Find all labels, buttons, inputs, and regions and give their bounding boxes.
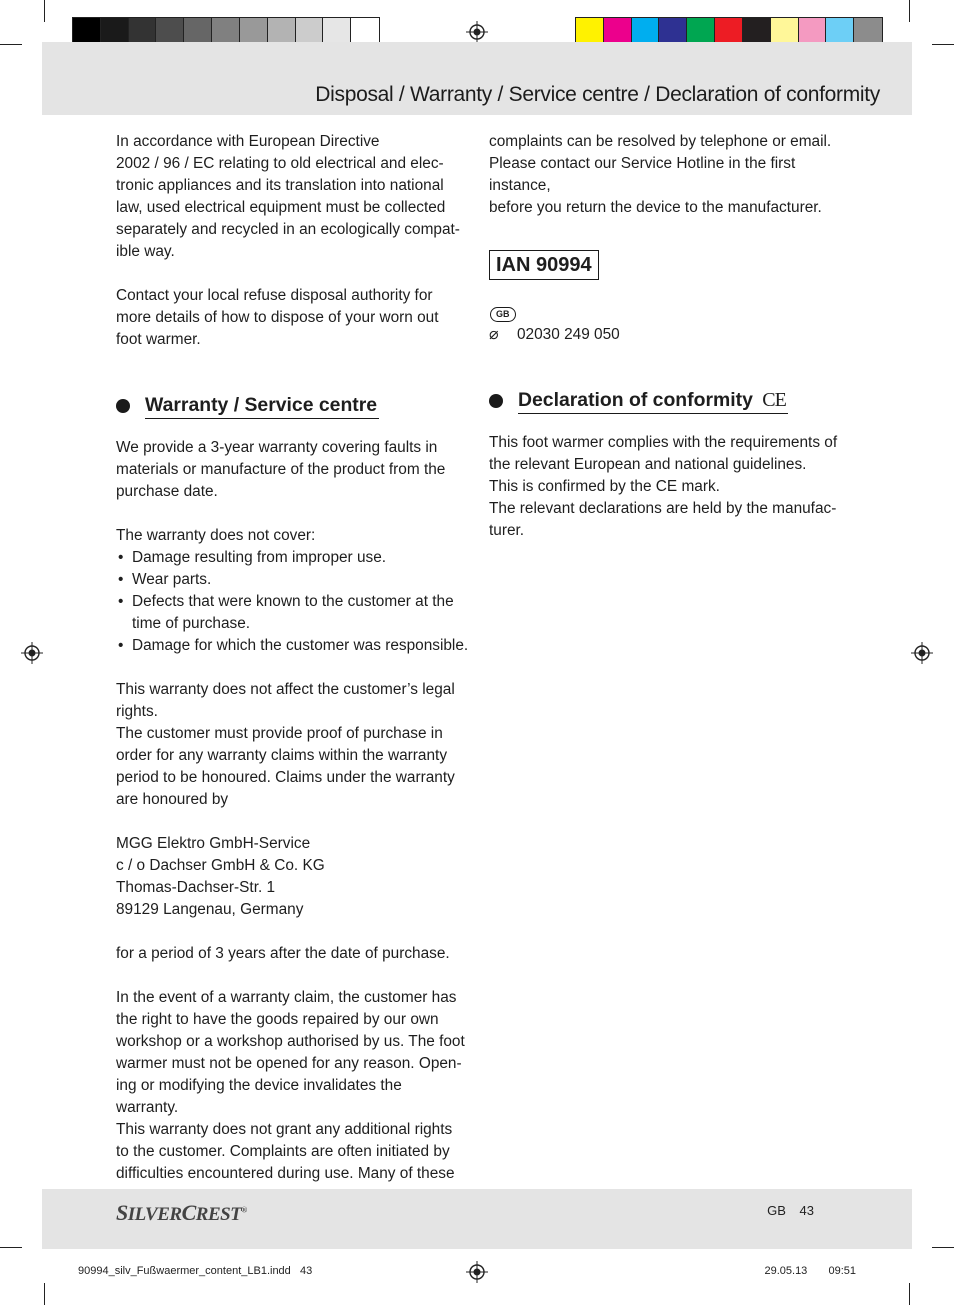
- warranty-claim-paragraph: In the event of a warranty claim, the customer has the right to have the goods repaired by our own workshop or a workshop authorised by us. The foot warmer must not be opened for any reason. Open- ing or modifying the device invalidates the warranty. This warranty does not grant any additional rights to the customer. Complaints are often initiated by difficulties encountered during use. Many of these: [116, 989, 465, 1182]
- warranty-heading: [116, 393, 468, 419]
- bullet-dot-icon: [489, 394, 503, 408]
- brand-letter: C: [181, 1200, 196, 1225]
- crop-mark: [909, 1283, 910, 1305]
- warranty-rights-paragraph: This warranty does not affect the customer’s legal rights. The customer must provide proof of purchase in order for any warranty claims within the warranty period to be honoured. Claims under the warranty are honoured by: [116, 681, 455, 808]
- complaints-paragraph: complaints can be resolved by telephone or email. Please contact our Service Hotline in the first instance, before you return the device to the manufacturer.: [489, 133, 832, 216]
- list-item: • Damage resulting from improper use.: [116, 547, 468, 569]
- registration-mark-icon: [466, 21, 488, 43]
- ce-mark-icon: CE: [762, 389, 786, 411]
- warranty-paragraph: We provide a 3-year warranty covering faults in materials or manufacture of the product from the purchase date.: [116, 439, 446, 500]
- crop-mark: [44, 1283, 45, 1305]
- registered-mark: ®: [241, 1205, 247, 1215]
- warranty-exclusions-intro: The warranty does not cover:: [116, 527, 316, 544]
- crop-mark: [0, 1247, 22, 1248]
- brand-letters: ILVER: [127, 1204, 182, 1225]
- list-item: • Wear parts.: [116, 569, 468, 591]
- right-column: [489, 131, 839, 542]
- conformity-paragraph: This foot warmer complies with the requirements of the relevant European and national guidelines. This is confirmed by the CE mark. The relevant declarations are held by the manufac- turer.: [489, 434, 838, 539]
- file-slug: 90994_silv_Fußwaermer_content_LB1.indd 43: [78, 1265, 313, 1277]
- page-info: [767, 1203, 814, 1218]
- registration-mark-icon: [911, 642, 933, 664]
- phone-icon: ⌀: [489, 326, 499, 343]
- list-item: • Defects that were known to the customer at the time of purchase.: [116, 591, 468, 635]
- country-badge: GB: [490, 307, 516, 322]
- disposal-contact-paragraph: Contact your local refuse disposal authority for more details of how to dispose of your worn out foot warmer.: [116, 287, 439, 348]
- crop-mark: [932, 1247, 954, 1248]
- brand-letter: S: [116, 1200, 128, 1225]
- bullet-dot-icon: [116, 399, 130, 413]
- page-number: 43: [799, 1203, 814, 1218]
- date-slug: 29.05.13 09:51: [764, 1265, 856, 1277]
- crop-mark: [909, 0, 910, 22]
- crop-mark: [0, 44, 22, 45]
- brand-letters: REST: [195, 1204, 242, 1225]
- crop-mark: [44, 0, 45, 22]
- page-title: Disposal / Warranty / Service centre / Declaration of conformity: [315, 83, 880, 106]
- crop-mark: [932, 44, 954, 45]
- warranty-heading-text: Warranty / Service centre: [145, 393, 379, 419]
- ian-number-box: IAN 90994: [489, 250, 599, 280]
- list-item: • Damage for which the customer was responsible.: [116, 635, 468, 657]
- conformity-heading-underline: [518, 388, 788, 414]
- conformity-heading-text: Declaration of conformity: [518, 389, 753, 411]
- service-address: MGG Elektro GmbH-Service c / o Dachser GmbH & Co. KG Thomas-Dachser-Str. 1 89129 Langenau, Germany: [116, 835, 325, 918]
- registration-mark-icon: [21, 642, 43, 664]
- service-hotline: [489, 324, 839, 346]
- disposal-paragraph: In accordance with European Directive 2002 / 96 / EC relating to old electrical and elec- tronic appliances and its translation into national law, used electrical equipment must be collected separately and recycled in an ecologically compat- ible way.: [116, 133, 460, 260]
- brand-logo: [116, 1200, 247, 1226]
- hotline-number: 02030 249 050: [517, 326, 620, 343]
- warranty-exclusions-list: [116, 547, 468, 657]
- left-column: [116, 131, 468, 1185]
- language-code: GB: [767, 1203, 786, 1218]
- conformity-heading: [489, 388, 839, 414]
- warranty-period-paragraph: for a period of 3 years after the date of purchase.: [116, 945, 450, 962]
- registration-mark-icon: [466, 1261, 488, 1283]
